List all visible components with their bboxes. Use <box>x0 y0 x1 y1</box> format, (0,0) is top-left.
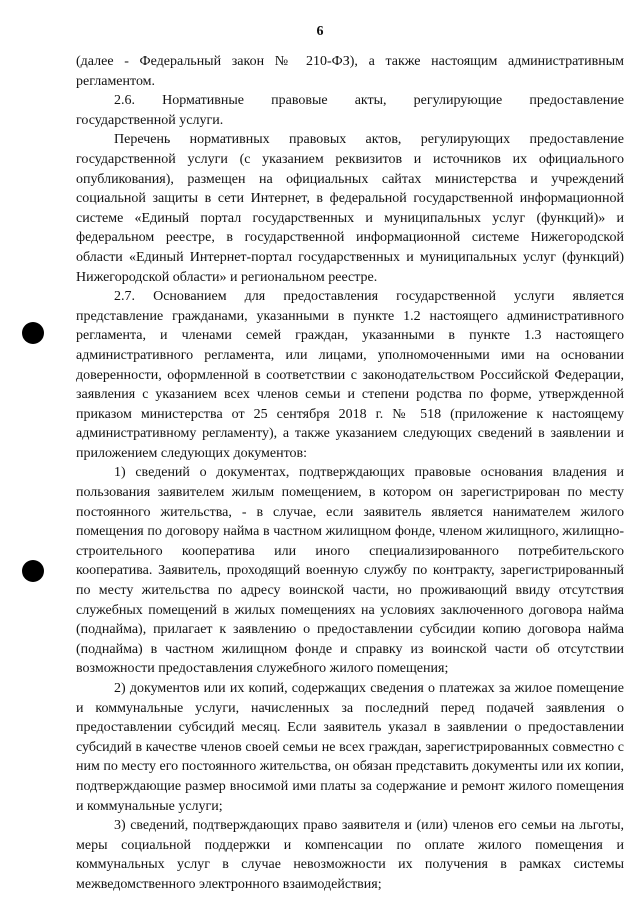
list-item-2-payment-documents: 2) документов или их копий, содержащих сведения о платежах за жилое помещение и коммунальные услуги, начисленных за последний перед подачей заявления о предоставлении субсидий месяц. Если заявитель указал в заявлении о предоставлении субсидий в качестве членов своей семьи не всех граждан, зарегистрированных совместно с ним по месту его постоянного жительства, он обязан представить документы или их копии, подтверждающие размер вносимой ими платы за содержание и ремонт жилого помещения и коммунальные услуги; <box>76 681 624 814</box>
paragraph-federal-law-continuation: (далее - Федеральный закон № 210-ФЗ), а также настоящим административным регламентом. <box>76 54 624 89</box>
section-heading-continuation: государственной услуги. <box>76 112 224 128</box>
section-heading-word: правовые <box>271 93 328 109</box>
punch-hole-mark <box>22 560 44 582</box>
section-heading-2-6 <box>76 91 624 111</box>
section-heading-word: 2.6. <box>114 93 135 109</box>
paragraph-legal-acts-list: Перечень нормативных правовых актов, регулирующих предоставление государственной услуги (с указанием реквизитов и источников их официального опубликования), размещен на официальных сайтах министерства и учреждений социальной защиты в сети Интернет, в федеральной государственной информационной системе «Единый портал государственных и муниципальных услуг (функций)» и федеральном реестре, в государственной информационной системе Нижегородской области «Единый Интернет-портал государственных и муниципальных услуг (функций) Нижегородской области» и региональном реестре. <box>76 132 624 285</box>
section-heading-word: предоставление <box>529 93 624 109</box>
paragraph-2-7-grounds: 2.7. Основанием для предоставления государственной услуги является представление гражданами, указанными в пункте 1.2 настоящего административного регламента, и членами семей граждан, указанными в пункте 1.3 настоящего административного регламента, или лицами, уполномоченными ими на основании доверенности, оформленной в соответствии с законодательством Российской Федерации, заявления с указанием всех членов семьи и степени родства по форме, утвержденной приказом министерства от 25 сентября 2018 г. № 518 (приложение к настоящему административному регламенту), а также указанием следующих сведений в заявлении и приложением следующих документов: <box>76 289 624 461</box>
punch-hole-mark <box>22 322 44 344</box>
list-item-3-benefit-info: 3) сведений, подтверждающих право заявителя и (или) членов его семьи на льготы, меры социальной поддержки и компенсации по оплате жилого помещения и коммунальных услуг в случае невозможности их получения в рамках системы межведомственного электронного взаимодействия; <box>76 818 624 892</box>
section-heading-word: Нормативные <box>162 93 244 109</box>
page-number: 6 <box>316 24 324 39</box>
document-body <box>76 52 624 895</box>
section-heading-word: регулирующие <box>413 93 503 109</box>
section-heading-word: акты, <box>354 93 387 109</box>
list-item-1-housing-documents: 1) сведений о документах, подтверждающих правовые основания владения и пользования заявителем жилым помещением, в котором он зарегистрирован по месту постоянного жительства, - в случае, если заявитель является нанимателем жилого помещения по договору найма в частном жилищном фонде, членом жилищного, жилищно-строительного кооператива или иного специализированного потребительского кооператива. Заявитель, проходящий военную службу по контракту, зарегистрированный по месту жительства по адресу воинской части, но проживающий ввиду отсутствия служебных помещений в жилых помещениях на условиях заключенного договора найма (поднайма), прилагает к заявлению о предоставлении субсидии копию договора найма (поднайма) в частном жилищном фонде и справку из воинской части об отсутствии возможности предоставления служебного жилого помещения; <box>76 465 624 677</box>
